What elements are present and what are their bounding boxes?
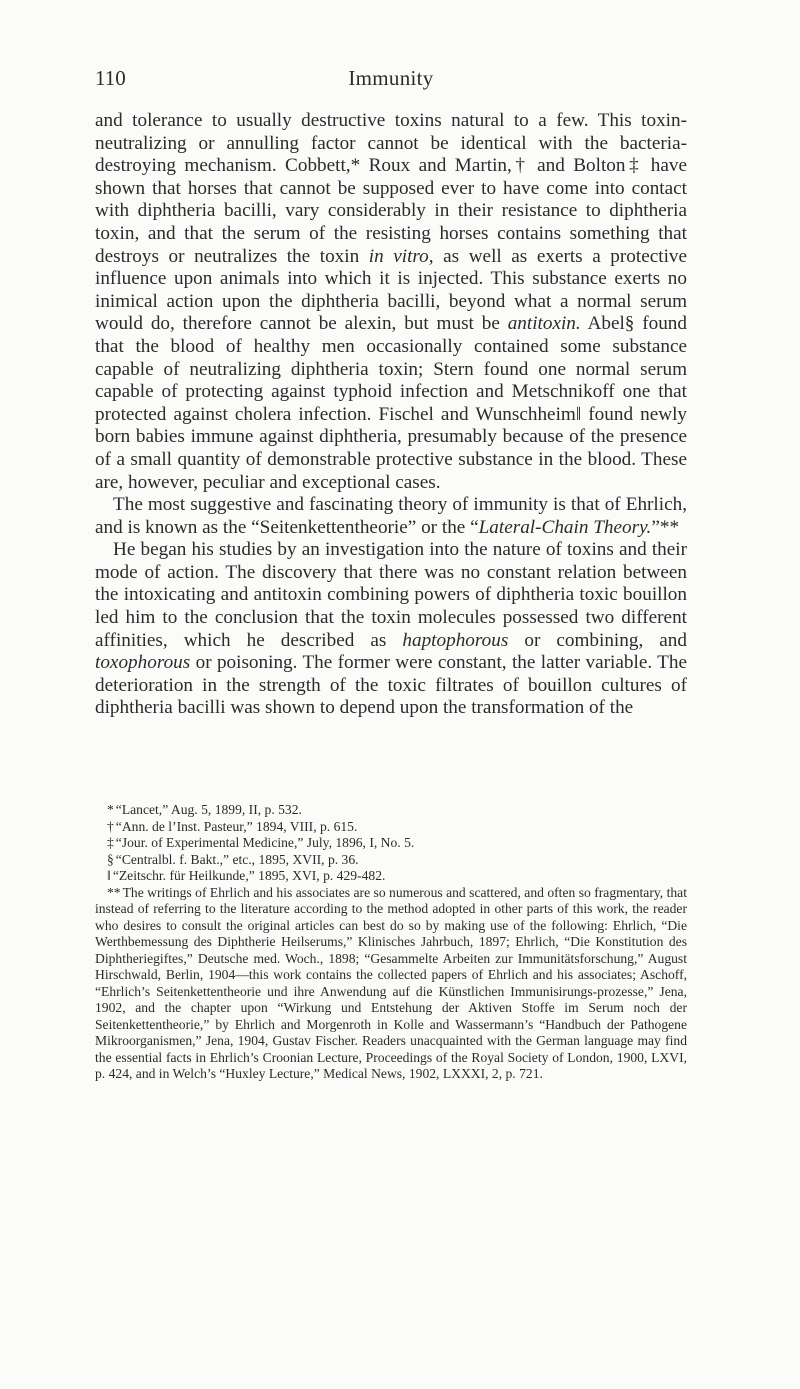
footnote-text: “Zeitschr. für Heilkunde,” 1895, XVI, p. 429-482. (112, 868, 386, 883)
footnote (95, 868, 687, 885)
footnote (95, 802, 687, 819)
footnote-mark: † (107, 818, 114, 834)
footnote-mark: ‡ (107, 835, 114, 850)
paragraph-text: He began his studies by an investigation into the nature of toxins and their mode of action. The discovery that there was no constant relation between the intoxicating and antitoxin combining powers of diphtheria toxic bouillon led him to the conclusion that the toxin molecules possessed two different affinities, which he described as (95, 539, 687, 651)
paragraph-text: Abel§ found that the blood of healthy men occasionally contained some substance capable of neutralizing diphtheria toxin; Stern found one normal serum capable of protecting against typhoid infection and Metschnikoff one that protected against cholera infection. Fischel and Wunschheim‖ found newly born babies immune against diphtheria, presumably because of the presence of a small quantity of demonstrable protective substance in the blood. These are, however, peculiar and exceptional cases. (95, 313, 687, 493)
paragraph-1 (95, 110, 687, 494)
paragraph-text: and tolerance to usually destructive toxins natural to a few. This toxin-neutralizing or annulling factor cannot be identical with the bacteria-destroying mechanism. Cobbett,* Roux and Martin,† and Bolton‡ have shown that horses that cannot be supposed ever to have come into contact with diphtheria bacilli, vary considerably in their resistance to diphtheria toxin, and that the serum of the resisting horses contains something that destroys or neutralizes the toxin (95, 110, 687, 267)
footnote-text: “Ann. de l’Inst. Pasteur,” 1894, VIII, p. 615. (115, 818, 358, 834)
paragraph-text: The most suggestive and fascinating theory of immunity is that of Ehrlich, and is known as the “Seitenkettentheorie” or the “ (95, 494, 687, 538)
footnote-text: “Lancet,” Aug. 5, 1899, II, p. 532. (115, 802, 302, 817)
footnote-mark: ‖ (107, 868, 111, 883)
page-header (95, 64, 687, 92)
italic-term: in vitro, (368, 245, 434, 267)
paragraph-text: or poisoning. The former were constant, the latter variable. The deterioration in the strength of the toxic filtrates of bouillon cultures of diphtheria bacilli was shown to depend upon the transformation of the (95, 652, 687, 719)
footnote (95, 885, 687, 1083)
italic-term: Lateral-Chain Theory. (478, 516, 652, 538)
running-title: Immunity (348, 66, 434, 90)
italic-term: antitoxin. (507, 313, 581, 335)
italic-term: toxophorous (95, 652, 191, 674)
paragraph-text: as well as exerts a protective influence upon animals into which it is injected. This substance exerts no inimical action upon the diphtheria bacilli, beyond what a normal serum would do, therefore cannot be alexin, but must be (95, 245, 688, 335)
footnote-text: “Jour. of Experimental Medicine,” July, 1896, I, No. 5. (115, 835, 415, 850)
paragraph-text: ”** (651, 516, 680, 538)
footnote (95, 852, 687, 869)
footnote-mark: * (107, 802, 114, 817)
footnote (95, 819, 687, 836)
footnote-mark: § (107, 851, 114, 867)
footnotes (95, 802, 687, 1083)
footnote (95, 835, 687, 852)
page-number: 110 (95, 66, 126, 90)
footnote-mark: ** (107, 884, 121, 900)
paragraph-text: or combining, and (508, 629, 687, 651)
paragraph-3 (95, 539, 687, 720)
body-text (95, 110, 687, 720)
paragraph-2 (95, 494, 687, 539)
footnote-text: The writings of Ehrlich and his associates are so numerous and scattered, and often so fragmentary, that instead of referring to the literature according to the method adopted in other parts of this work, the reader who desires to consult the original articles can best do so by making use of the following: Ehrlich, “Die Werthbemessung des Diphtherie Heilserums,” Klinisches Jahrbuch, 1897; Ehrlich, “Die Konstitution des Diphtheriegiftes,” Deutsche med. Woch., 1898; “Gesammelte Arbeiten zur Immunitätsforschung,” August Hirschwald, Berlin, 1904—this work contains the collected papers of Ehrlich and his associates; Aschoff, “Ehrlich’s Seitenkettentheorie und ihre Anwendung auf die Künstlichen Immunisirungs-prozesse,” Jena, 1902, and the chapter upon “Wirkung und Entstehung der Aktiven Stoffe im Serum noch der Seitenkettentheorie,” by Ehrlich and Morgenroth in Kolle and Wassermann’s “Handbuch der Pathogene Mikroorganismen,” Jena, 1904, Gustav Fischer. Readers unacquainted with the German language may find the essential facts in Ehrlich’s Croonian Lecture, Proceedings of the Royal Society of London, 1900, LXVI, p. 424, and in Welch’s “Huxley Lecture,” Medical News, 1902, LXXXI, 2, p. 721. (95, 884, 687, 1081)
footnote-text: “Centralbl. f. Bakt.,” etc., 1895, XVII, p. 36. (115, 851, 359, 867)
italic-term: haptophorous (402, 629, 509, 651)
